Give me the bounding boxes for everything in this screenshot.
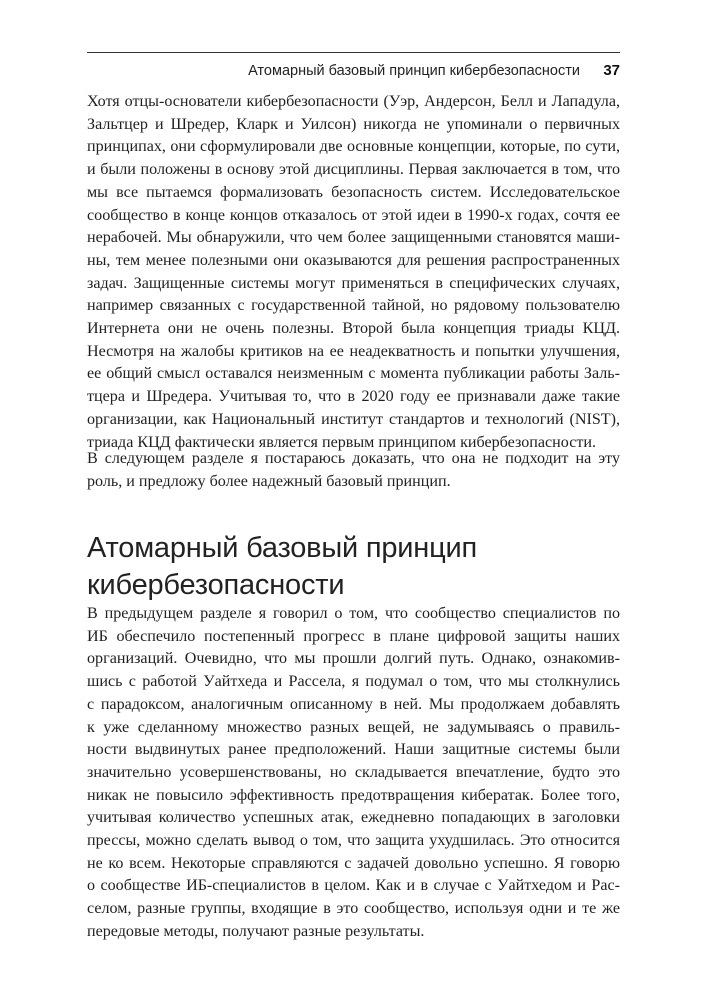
text-line: значительно усовершенствованы, но складывается впечатление, будто это <box>87 763 620 781</box>
text-line: ности выдвинутых ранее предположений. Наши защитные системы были <box>87 741 620 759</box>
text-line: например связанных с государственной тайной, но рядовому пользователю <box>87 297 620 315</box>
text-line: не ко всем. Некоторые справляются с задачей довольно успешно. Я говорю <box>87 854 620 872</box>
text-line: передовые методы, получают разные результаты. <box>87 922 425 940</box>
text-line: прессы, можно сделать вывод о том, что защита ухудшилась. Это относится <box>87 832 620 850</box>
text-line: Зальтцер и Шредер, Кларк и Уилсон) никогда не упоминали о первичных <box>87 115 620 133</box>
running-title: Атомарный базовый принцип кибербезопасности <box>248 63 580 79</box>
text-line: ее общий смысл оставался неизменным с момента публикации работы Заль- <box>87 365 620 383</box>
text-line: ны, тем менее полезными они оказываются для решения распространенных <box>87 251 620 269</box>
text-line: принципах, они сформулировали две основные концепции, которые, по сути, <box>87 138 620 156</box>
paragraph-transition <box>87 448 620 493</box>
text-line: сообщество в конце концов отказалось от этой идеи в 1990-х годах, сочтя ее <box>87 206 620 224</box>
text-line: мы все пытаемся формализовать безопасность систем. Исследовательское <box>87 183 620 201</box>
text-line: организации, как Национальный институт стандартов и технологий (NIST), <box>87 410 620 428</box>
text-line: Несмотря на жалобы критиков на ее неадекватность и попытки улучшения, <box>87 342 620 360</box>
paragraph-intro <box>87 91 620 454</box>
text-line: триада КЦД фактически является первым принципом кибербезопасности. <box>87 433 597 451</box>
text-line: ИБ обеспечило постепенный прогресс в плане цифровой защиты наших <box>87 627 620 645</box>
paragraph-section-body <box>87 603 620 944</box>
text-line: В следующем разделе я постараюсь доказать, что она не подходит на эту <box>87 450 620 467</box>
text-line: к уже сделанному множество разных вещей, не задумываясь о правиль- <box>87 718 620 736</box>
text-line: никак не повысило эффективность предотвращения кибератак. Более того, <box>87 786 620 804</box>
heading-line: кибербезопасности <box>87 569 345 601</box>
section-heading <box>87 530 620 604</box>
text-line: о сообществе ИБ-специалистов в целом. Как и в случае с Уайтхедом и Рас- <box>87 877 620 895</box>
page-number: 37 <box>603 62 620 79</box>
text-line: шись с работой Уайтхеда и Рассела, я подумал о том, что мы столкнулись <box>87 673 620 691</box>
page-header <box>87 52 620 83</box>
text-line: Хотя отцы-основатели кибербезопасности (Уэр, Андерсон, Белл и Лападула, <box>87 93 620 110</box>
text-line: задач. Защищенные системы могут применяться в специфических случаях, <box>87 274 620 292</box>
text-line: и были положены в основу этой дисциплины. Первая заключается в том, что <box>87 161 620 179</box>
text-line: селом, разные группы, входящие в это сообщество, используя одни и те же <box>87 900 620 918</box>
heading-line: Атомарный базовый принцип <box>87 532 478 564</box>
text-line: роль, и предложу более надежный базовый принцип. <box>87 472 451 490</box>
text-line: учитывая количество успешных атак, ежедневно попадающих в заголовки <box>87 809 620 827</box>
text-line: нерабочей. Мы обнаружили, что чем более защищенными становятся маши- <box>87 229 620 247</box>
text-line: организаций. Очевидно, что мы прошли долгий путь. Однако, ознакомив- <box>87 650 620 668</box>
text-line: Интернета они не очень полезны. Второй была концепция триады КЦД. <box>87 320 620 338</box>
text-line: тцера и Шредера. Учитывая то, что в 2020 году ее признавали даже такие <box>87 388 620 406</box>
text-line: В предыдущем разделе я говорил о том, что сообщество специалистов по <box>87 605 620 622</box>
text-line: с парадоксом, аналогичным описанному в ней. Мы продолжаем добавлять <box>87 695 620 713</box>
